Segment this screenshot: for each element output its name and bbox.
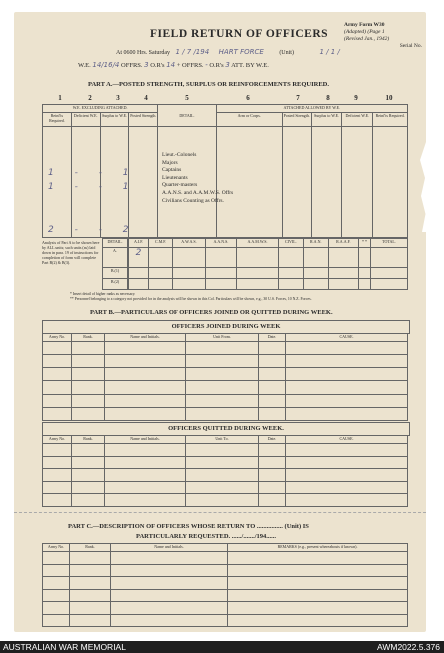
unit-name: HART FORCE	[218, 48, 264, 56]
footnote-1: * Insert detail of higher ranks as necessary.	[70, 292, 136, 296]
officers-quitted-table: Army No. Rank. Name and Initials. Unit To. Date. CAUSE.	[42, 435, 408, 507]
officers-requested-table: Army No. Rank. Name and Initials. REMARKS (e.g., present whereabouts if known).	[42, 543, 408, 627]
accession-number: AWM2022.5.376	[377, 642, 440, 652]
return-date-line: At 0600 Hrs. Saturday 1 / 7 /194 HART FORCE (Unit) 1 / 1 /	[116, 48, 340, 56]
quitted-title-box: OFFICERS QUITTED DURING WEEK.	[42, 422, 410, 436]
analysis-table: DETAIL. A.I.F. C.M.F. A.W.A.S. A.A.N.S. A.A.M.W.S. CIVIL. R.A.N. R.A.A.F. * * TOTAL. A. 2 B.(1) B.(2)	[102, 238, 408, 290]
part-a-title: PART A.—POSTED STRENGTH, SURPLUS OR REINFORCEMENTS REQUIRED.	[88, 81, 329, 88]
part-c-title: PART C.—DESCRIPTION OF OFFICERS WHOSE RETURN TO ................ (Unit) IS	[68, 523, 309, 530]
column-numbers: 1 2 3 4 5 6 7 8 9 10	[58, 94, 393, 102]
page-title: FIELD RETURN OF OFFICERS	[150, 28, 329, 40]
handwritten-strength-2: 1 - - 1	[48, 182, 138, 192]
perforation-line	[14, 512, 426, 513]
army-form-reference: Army Form W30 (Adapted) (Page 1 (Revised Jan., 1942) Serial No.	[344, 22, 422, 49]
handwritten-strength-total: 2 - - 2	[48, 225, 138, 235]
part-b-title: PART B.—PARTICULARS OF OFFICERS JOINED OR QUITTED DURING WEEK.	[90, 309, 333, 316]
part-c-subtitle: PARTICULARLY REQUESTED. ....../......./194......	[136, 533, 277, 540]
posted-strength-table: W.E. EXCLUDING ATTACHED. DETAIL. ATTACHED ALLOWED BY W.E. Reinf'ts Required. Deficient W.E. Surplus to W.E. Posted Strength. Arm or Corps. Posted Strength. Surplus to W.E. Deficient W.E. Reinf'ts Required.	[42, 104, 408, 238]
institution-name: AUSTRALIAN WAR MEMORIAL	[3, 642, 126, 652]
handwritten-strength-1: 1 - - 1	[48, 168, 138, 178]
footnote-2: ** Personnel belonging to a category not provided for in the analysis will be shown in this Col. Particulars will be shown, e.g., 30 U.S. Forces, 10 N.Z. Forces.	[70, 297, 312, 301]
officers-joined-table: Army No. Rank. Name and Initials. Unit From. Date. CAUSE.	[42, 333, 408, 421]
detail-rank-list: Lieut.-Colonels Majors Captains Lieutenants Quarter-masters A.A.N.S. and A.A.M.W.S. Offrs Civilians Counting as Offrs.	[162, 152, 234, 204]
joined-title-box: OFFICERS JOINED DURING WEEK	[42, 320, 410, 334]
archive-caption-bar	[0, 641, 444, 653]
return-date: 1 / 7 /194	[175, 48, 210, 56]
analysis-instructions: Analysis of Part A to be shown here by ALL units; such units (as) laid down in para. 19 of instructions for completion of form will complete Part B(2) & B(3).	[42, 240, 100, 265]
we-strength-line: W.E. 14/16/4 OFFRS. 3 O.R's 14 + OFFRS. - O.R's 3 ATT. BY W.E.	[78, 61, 269, 69]
